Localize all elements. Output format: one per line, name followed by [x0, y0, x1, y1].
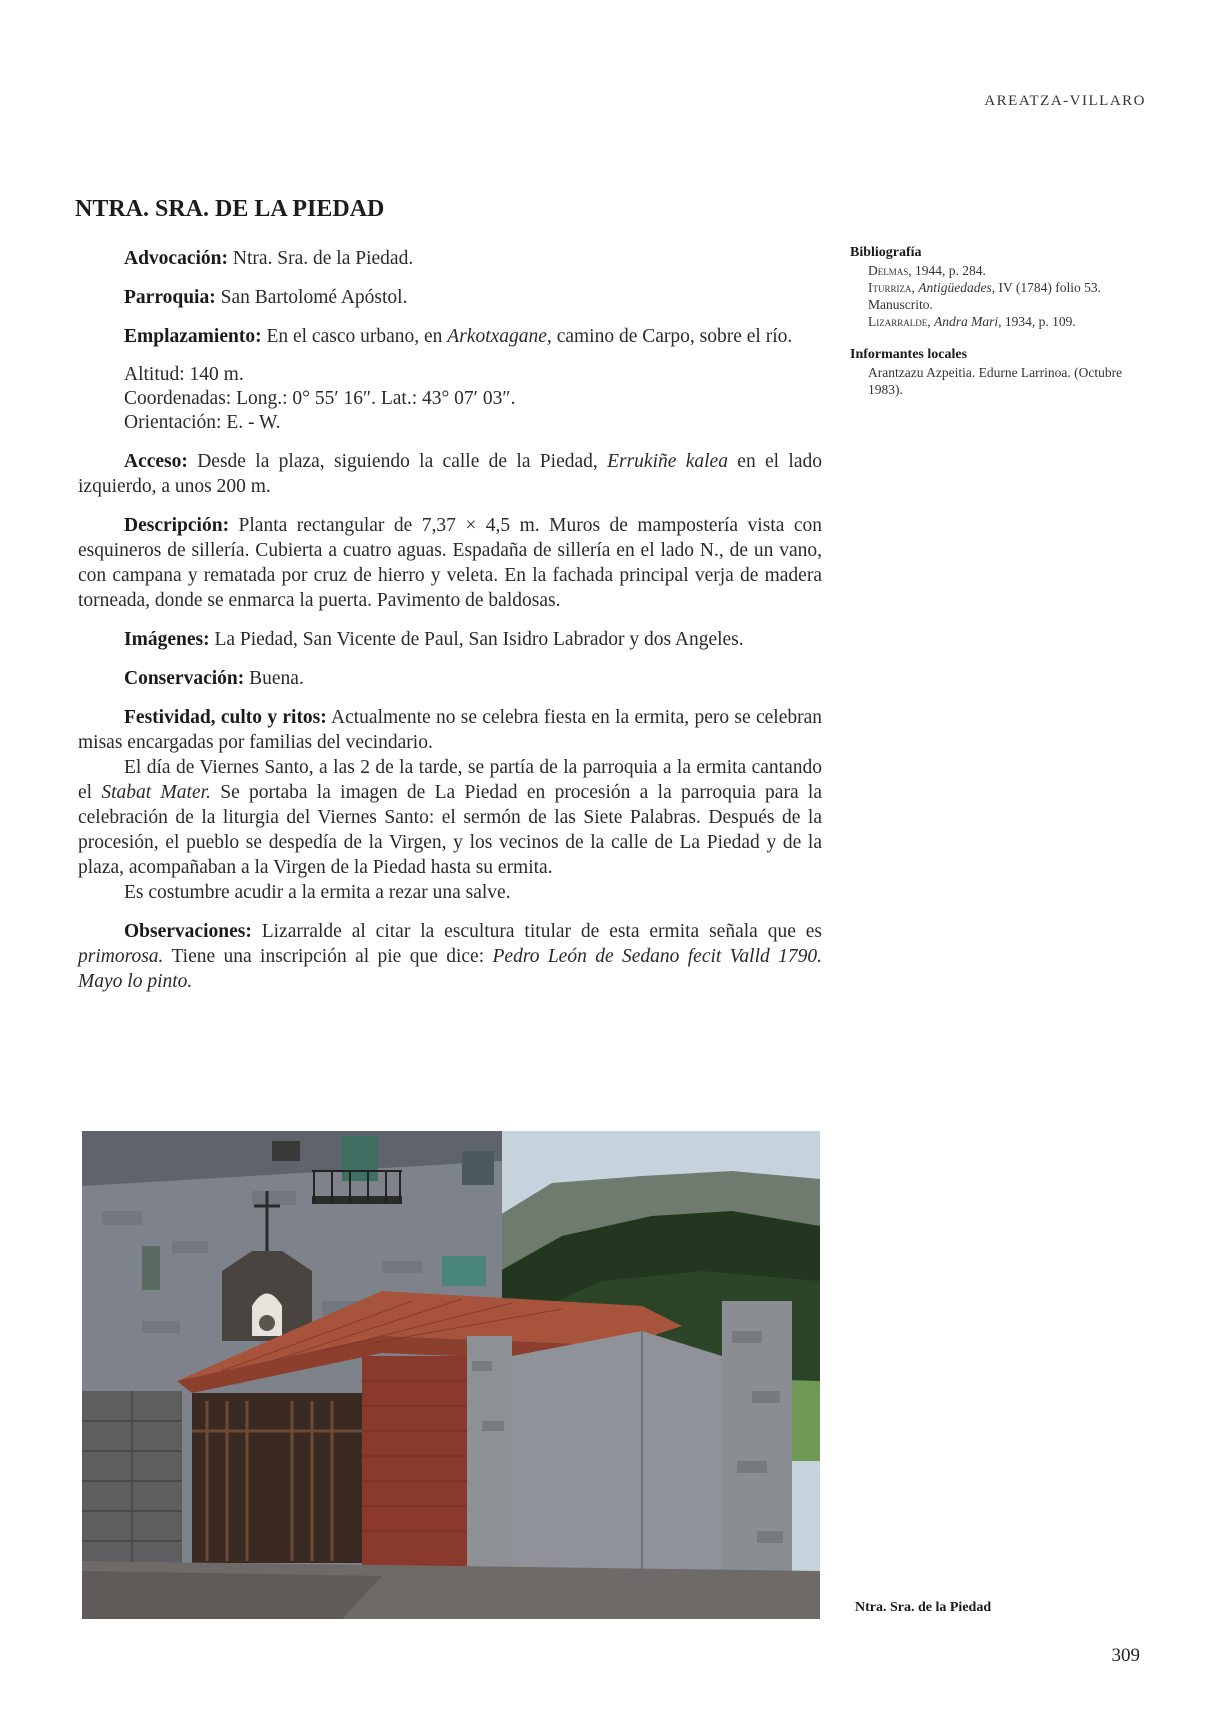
coordenadas: Coordenadas: Long.: 0° 55′ 16″. Lat.: 43° 07′ 03″. [124, 388, 516, 409]
bibliografia-heading: Bibliografía [850, 245, 922, 260]
descripcion-paragraph [78, 513, 822, 613]
emplazamiento-place-name: Arkotxagane, [447, 326, 552, 347]
bib-title: Antigüedades, [918, 280, 996, 295]
hermitage-photo [82, 1131, 820, 1619]
conservacion-paragraph [78, 666, 822, 691]
bib-title: Andra Mari, [934, 314, 1002, 329]
bibliografia-entry [868, 279, 1150, 313]
emplazamiento-text-a: En el casco urbano, en [266, 326, 443, 347]
emplazamiento-paragraph [78, 324, 822, 349]
bib-rest: 1944, p. 284. [915, 263, 986, 278]
bib-author: Delmas, [868, 263, 912, 278]
festividad-paragraph-3: Es costumbre acudir a la ermita a rezar una salve. [124, 882, 511, 903]
main-text [78, 246, 822, 1008]
festividad-paragraph-2 [78, 755, 822, 880]
acceso-text-b: en el lado izquierdo, a unos 200 m. [78, 451, 822, 497]
observaciones-text-b: Tiene una inscripción al pie que dice: [171, 946, 485, 967]
festividad-p2-text-a: El día de Viernes Santo, a las 2 de la tarde, se partía de la parroquia a la ermita cantando el [78, 757, 822, 803]
bib-author: Iturriza, [868, 280, 915, 295]
bib-rest: 1934, p. 109. [1004, 314, 1076, 329]
parroquia-paragraph [78, 285, 822, 310]
observaciones-inscription: Pedro León de Sedano fecit Valld 1790. Mayo lo pinto. [78, 946, 823, 992]
observaciones-text-a: Lizarralde al citar la escultura titular de esta ermita señala que es [261, 921, 822, 942]
bib-author: Lizarralde, [868, 314, 931, 329]
imagenes-label: Imágenes: [124, 629, 210, 650]
page-title: NTRA. SRA. DE LA PIEDAD [75, 196, 385, 222]
acceso-street-name: Errukiñe kalea [607, 451, 728, 472]
bib-rest: IV (1784) folio 53. Manuscrito. [868, 280, 1101, 312]
location-block [124, 363, 822, 435]
imagenes-value: La Piedad, San Vicente de Paul, San Isidro Labrador y dos Angeles. [214, 629, 744, 650]
informantes-heading: Informantes locales [850, 347, 968, 362]
festividad-p2-hymn: Stabat Mater. [101, 782, 211, 803]
sidebar [850, 244, 1150, 398]
advocacion-label: Advocación: [124, 248, 228, 269]
parroquia-value: San Bartolomé Apóstol. [220, 287, 408, 308]
informantes-text: Arantzazu Azpeitia. Edurne Larrinoa. (Octubre 1983). [868, 365, 1123, 397]
conservacion-label: Conservación: [124, 668, 245, 689]
emplazamiento-label: Emplazamiento: [124, 326, 262, 347]
bibliografia-entry [868, 262, 1150, 279]
festividad-label: Festividad, culto y ritos: [124, 707, 327, 728]
imagenes-paragraph [78, 627, 822, 652]
acceso-label: Acceso: [124, 451, 188, 472]
running-head: AREATZA-VILLARO [984, 93, 1146, 109]
bibliografia-list [850, 262, 1150, 330]
observaciones-quote-word: primorosa. [78, 946, 164, 967]
descripcion-label: Descripción: [124, 515, 230, 536]
acceso-paragraph [78, 449, 822, 499]
observaciones-label: Observaciones: [124, 921, 252, 942]
festividad-p2-text-b: Se portaba la imagen de La Piedad en procesión a la parroquia para la celebración de la liturgia del Viernes Santo: el sermón de las Siete Palabras. Después de la procesión, el pueblo se despedía de la Virgen, y los vecinos de la calle de La Piedad y de la plaza, acompañaban a la Virgen de la Piedad hasta su ermita. [78, 782, 822, 878]
conservacion-value: Buena. [249, 668, 304, 689]
descripcion-value: Planta rectangular de 7,37 × 4,5 m. Muros de mampostería vista con esquineros de sillería. Cubierta a cuatro aguas. Espadaña de sillería en el lado N., de un vano, con campana y rematada por cruz de hierro y veleta. En la fachada principal verja de madera torneada, donde se enmarca la puerta. Pavimento de baldosas. [78, 515, 822, 611]
festividad-value: Actualmente no se celebra fiesta en la ermita, pero se celebran misas encargadas por familias del vecindario. [78, 707, 822, 753]
festividad-paragraph [78, 705, 822, 755]
hermitage-photo-illustration [82, 1131, 820, 1619]
advocacion-value: Ntra. Sra. de la Piedad. [232, 248, 414, 269]
bibliografia-entry [868, 313, 1150, 330]
acceso-text-a: Desde la plaza, siguiendo la calle de la Piedad, [197, 451, 598, 472]
emplazamiento-text-b: camino de Carpo, sobre el río. [556, 326, 793, 347]
parroquia-label: Parroquia: [124, 287, 216, 308]
observaciones-paragraph [78, 919, 822, 994]
photo-caption: Ntra. Sra. de la Piedad [855, 1600, 992, 1615]
orientacion: Orientación: E. - W. [124, 412, 281, 433]
page-number: 309 [1111, 1645, 1140, 1666]
advocacion-paragraph [78, 246, 822, 271]
altitud: Altitud: 140 m. [124, 364, 244, 385]
